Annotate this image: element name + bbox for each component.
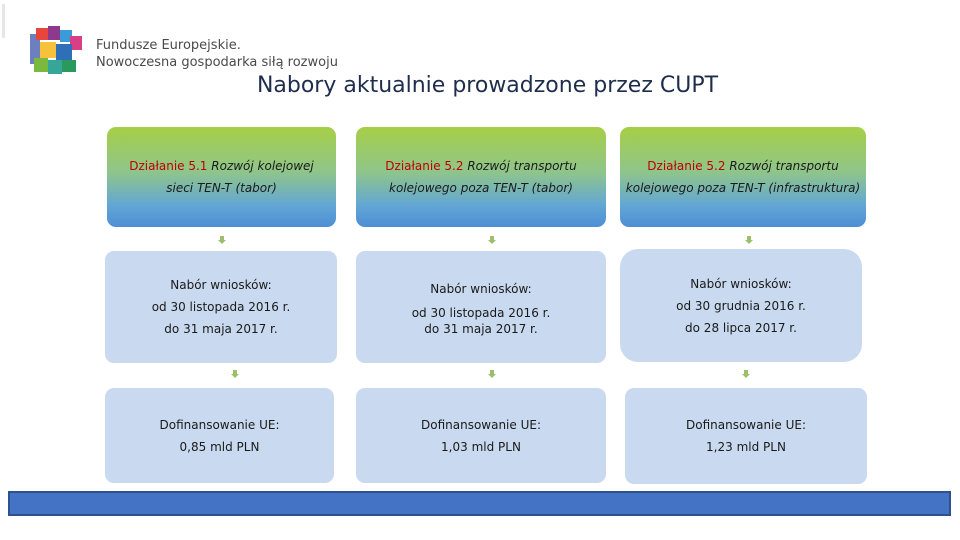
funding-value: 0,85 mld PLN [179, 439, 260, 454]
slide-title: Nabory aktualnie prowadzone przez CUPT [256, 73, 719, 98]
nabor-label: Nabór wniosków: [430, 282, 532, 296]
action-name: Rozwój kolejowej [211, 159, 314, 173]
nabor-label: Nabór wniosków: [690, 276, 792, 291]
action-label: Działanie 5.1 [129, 159, 208, 173]
edge-mark [2, 4, 5, 38]
funding-box-2 [356, 388, 606, 483]
down-arrow-icon [488, 370, 496, 378]
nabor-box-3 [620, 249, 862, 362]
eu-funds-logo-icon [30, 26, 82, 76]
nabor-from: od 30 listopada 2016 r. [151, 300, 291, 314]
action-name-2: sieci TEN-T (tabor) [166, 181, 277, 195]
action-label: Działanie 5.2 [647, 159, 726, 173]
down-arrow-icon [742, 370, 750, 378]
funding-label: Dofinansowanie UE: [420, 417, 541, 432]
nabor-to: do 31 maja 2017 r. [424, 322, 538, 336]
nabor-box-2 [356, 251, 606, 363]
funding-label: Dofinansowanie UE: [159, 417, 280, 432]
nabor-to: do 28 lipca 2017 r. [685, 320, 797, 335]
logo-text [96, 37, 338, 71]
bottom-bar [8, 491, 951, 516]
action-name-2: kolejowego poza TEN-T (infrastruktura) [625, 181, 861, 195]
action-name: Rozwój transportu [729, 159, 839, 173]
down-arrow-icon [745, 236, 753, 244]
funding-box-1 [105, 388, 334, 483]
logo-line-1: Fundusze Europejskie. [96, 38, 241, 53]
funding-box-3 [625, 388, 867, 484]
funding-value: 1,23 mld PLN [706, 440, 786, 454]
funding-value: 1,03 mld PLN [441, 439, 521, 454]
down-arrow-icon [218, 236, 226, 244]
nabor-label: Nabór wniosków: [170, 278, 272, 292]
action-box-2 [356, 127, 606, 227]
down-arrow-icon [488, 236, 496, 244]
down-arrow-icon [231, 370, 239, 378]
action-name: Rozwój transportu [467, 159, 577, 173]
funding-label: Dofinansowanie UE: [685, 418, 806, 432]
logo-line-2: Nowoczesna gospodarka siłą rozwoju [96, 55, 338, 70]
nabor-from: od 30 listopada 2016 r. [411, 306, 551, 320]
nabor-to: do 31 maja 2017 r. [164, 322, 278, 336]
nabor-box-1 [105, 251, 337, 363]
nabor-from: od 30 grudnia 2016 r. [676, 298, 806, 313]
action-box-1 [107, 127, 336, 227]
action-name-2: kolejowego poza TEN-T (tabor) [389, 181, 573, 195]
action-box-3 [620, 127, 866, 227]
action-label: Działanie 5.2 [385, 159, 464, 173]
